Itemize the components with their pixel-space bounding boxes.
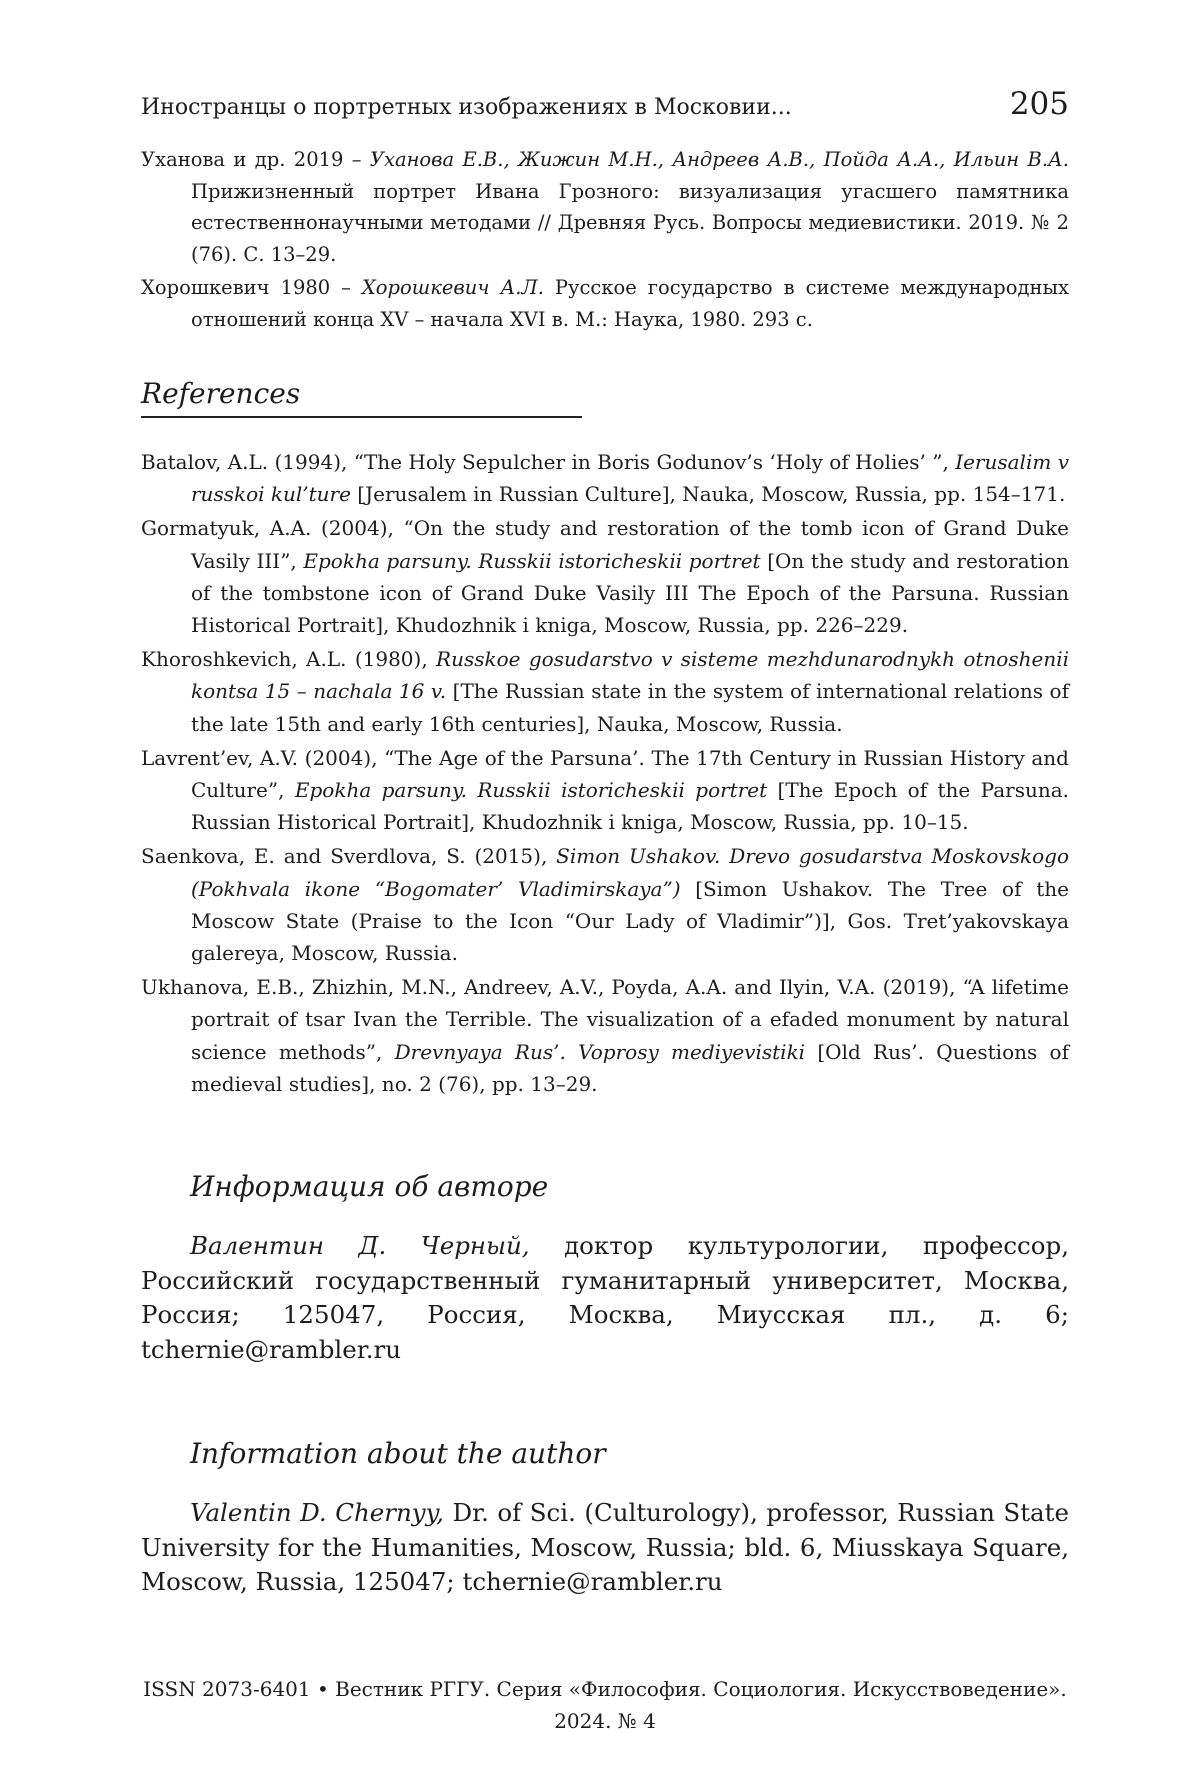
reference-title: Drevnyaya Rus’. Voprosy mediyevistiki <box>394 1039 806 1064</box>
reference-title: Russkoe gosudarstvo v sisteme mezhdunarodnykh otnoshenii kontsa 15 – nachala 16 v. <box>191 647 1069 704</box>
footer-issue-line: 2024. № 4 <box>554 1709 656 1733</box>
author-name-ru: Валентин Д. Черный, <box>190 1231 530 1261</box>
reference-entry: Lavrent’ev, A.V. (2004), “The Age of the Parsuna’. The 17th Century in Russian History and Culture”, Epokha parsuny. Russkii istoricheskii portret [The Epoch of the Parsuna. Russian Historical Portrait], Khudozhnik i kniga, Moscow, Russia, pp. 10–15. <box>141 745 1069 835</box>
reference-authors: Уханова Е.В., Жижин М.Н., Андреев А.В., Пойда А.А., Ильин В.А. <box>369 148 1069 171</box>
author-name-en: Valentin D. Chernyy, <box>190 1498 444 1528</box>
reference-title: Simon Ushakov. Drevo gosudarstva Moskovskogo (Pokhvala ikone “Bogomater’ Vladimirskaya”) <box>191 844 1069 901</box>
page-number: 205 <box>1009 86 1069 122</box>
running-head <box>141 86 1069 130</box>
references-list <box>141 446 1069 1100</box>
reference-entry: Saenkova, E. and Sverdlova, S. (2015), Simon Ushakov. Drevo gosudarstva Moskovskogo (Pokhvala ikone “Bogomater’ Vladimirskaya”) [Simon Ushakov. The Tree of the Moscow State (Praise to the Icon “Our Lady of Vladimir”)], Gos. Tret’yakovskaya galereya, Moscow, Russia. <box>141 844 1069 966</box>
footer-issn-line: ISSN 2073-6401 • Вестник РГГУ. Серия «Философия. Социология. Искусствоведение». <box>143 1677 1067 1701</box>
reference-title: Epokha parsuny. Russkii istoricheskii portret <box>294 778 768 803</box>
page-body <box>141 86 1069 1624</box>
reference-entry: Khoroshkevich, A.L. (1980), Russkoe gosudarstvo v sisteme mezhdunarodnykh otnoshenii kontsa 15 – nachala 16 v. [The Russian state in the system of international relations of the late 15th and early 16th centuries], Nauka, Moscow, Russia. <box>141 647 1069 736</box>
reference-entry-ru: Хорошкевич 1980 – Хорошкевич А.Л. Русское государство в системе международных отношений конца XV – начала XVI в. М.: Наука, 1980. 293 с. <box>141 276 1069 331</box>
reference-entry: Batalov, A.L. (1994), “The Holy Sepulcher in Boris Godunov’s ‘Holy of Holies’ ”, Ierusalim v russkoi kul’ture [Jerusalem in Russian Culture], Nauka, Moscow, Russia, pp. 154–171. <box>141 450 1069 507</box>
author-info-en: Valentin D. Chernyy, Dr. of Sci. (Culturology), professor, Russian State University for the Humanities, Moscow, Russia; bld. 6, Miusskaya Square, Moscow, Russia, 125047; tchernie@rambler.ru <box>141 1498 1069 1597</box>
reference-entry: Ukhanova, E.B., Zhizhin, M.N., Andreev, A.V., Poyda, A.A. and Ilyin, V.A. (2019), “A lifetime portrait of tsar Ivan the Terrible. The visualization of a efaded monument by natural science methods”, Drevnyaya Rus’. Voprosy mediyevistiki [Old Rus’. Questions of medieval studies], no. 2 (76), pp. 13–29. <box>141 975 1069 1096</box>
author-info-ru: Валентин Д. Черный, доктор культурологии, профессор, Российский государственный гуманитарный университет, Москва, Россия; 125047, Россия, Москва, Миусская пл., д. 6; tchernie@rambler.ru <box>141 1231 1070 1364</box>
russian-references-list <box>141 144 1069 335</box>
reference-authors: Хорошкевич А.Л. <box>361 276 544 299</box>
reference-entry: Gormatyuk, A.A. (2004), “On the study and restoration of the tomb icon of Grand Duke Vasily III”, Epokha parsuny. Russkii istoricheskii portret [On the study and restoration of the tombstone icon of Grand Duke Vasily III The Epoch of the Parsuna. Russian Historical Portrait], Khudozhnik i kniga, Moscow, Russia, pp. 226–229. <box>141 516 1069 638</box>
author-info-heading-en: Information about the author <box>190 1437 606 1471</box>
running-title: Иностранцы о портретных изображениях в Московии... <box>141 95 792 120</box>
reference-title: Epokha parsuny. Russkii istoricheskii portret <box>303 548 761 573</box>
reference-entry-ru: Уханова и др. 2019 – Уханова Е.В., Жижин М.Н., Андреев А.В., Пойда А.А., Ильин В.А. Прижизненный портрет Ивана Грозного: визуализация угасшего памятника естественнонаучными методами // Древняя Русь. Вопросы медиевистики. 2019. № 2 (76). С. 13–29. <box>141 148 1069 266</box>
references-heading: References <box>141 377 582 418</box>
author-info-heading-ru: Информация об авторе <box>190 1170 549 1204</box>
reference-title: Ierusalim v russkoi kul’ture <box>191 450 1069 507</box>
journal-footer <box>141 1673 1069 1737</box>
